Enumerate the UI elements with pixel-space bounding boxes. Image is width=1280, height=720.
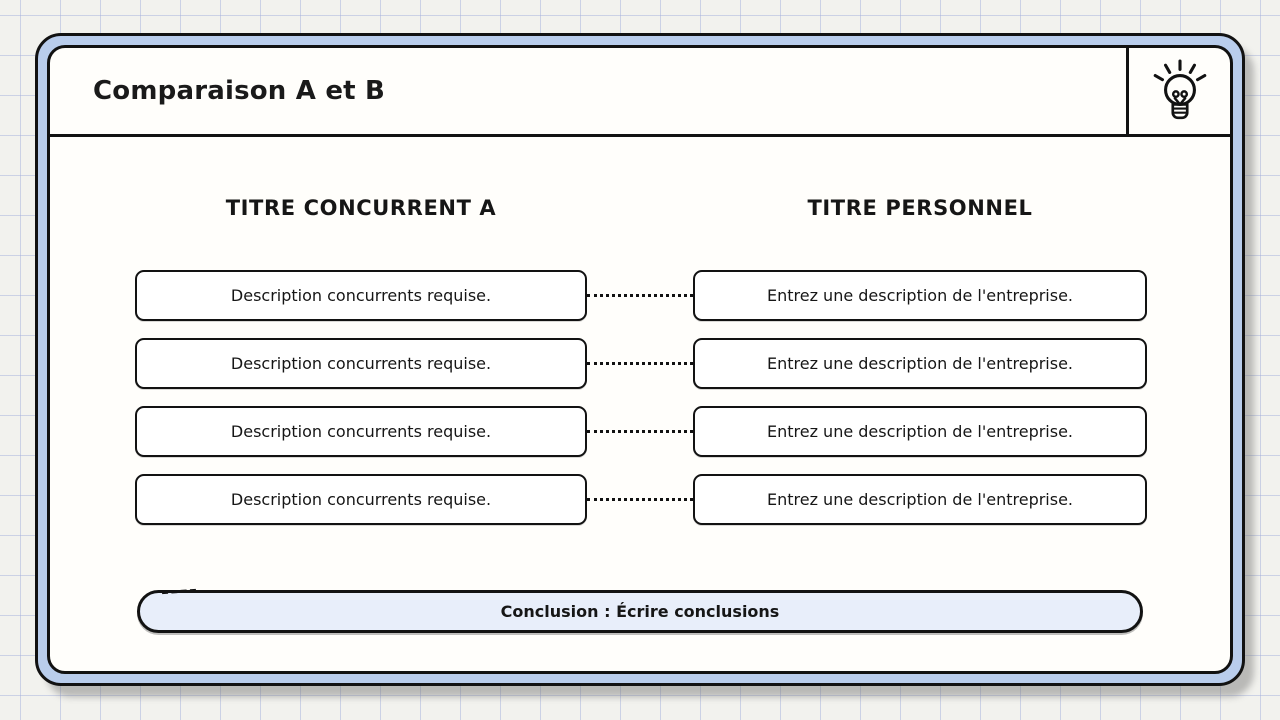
- dotted-connector: [587, 430, 693, 433]
- lightbulb-icon: [1147, 58, 1213, 124]
- dotted-connector: [587, 362, 693, 365]
- sketch-dash: [162, 589, 196, 594]
- conclusion-pill[interactable]: [137, 590, 1143, 633]
- comparison-rows: [135, 270, 1147, 542]
- conclusion-label: Conclusion : Écrire conclusions: [500, 602, 780, 621]
- icon-cell[interactable]: [1126, 48, 1230, 134]
- competitor-description-box[interactable]: Description concurrents requise.: [135, 474, 587, 525]
- comparison-row: [135, 474, 1147, 525]
- comparison-card: [47, 45, 1233, 674]
- dotted-connector: [587, 498, 693, 501]
- competitor-description-box[interactable]: Description concurrents requise.: [135, 338, 587, 389]
- comparison-card-frame: [35, 33, 1245, 686]
- card-body: [50, 137, 1230, 671]
- page-title: Comparaison A et B: [93, 76, 386, 106]
- personal-description-box[interactable]: Entrez une description de l'entreprise.: [693, 406, 1147, 457]
- column-title-competitor: TITRE CONCURRENT A: [225, 196, 497, 220]
- competitor-description-box[interactable]: Description concurrents requise.: [135, 270, 587, 321]
- title-cell: [50, 48, 1126, 134]
- comparison-row: [135, 338, 1147, 389]
- dotted-connector: [587, 294, 693, 297]
- personal-description-box[interactable]: Entrez une description de l'entreprise.: [693, 270, 1147, 321]
- column-title-personal: TITRE PERSONNEL: [807, 196, 1033, 220]
- comparison-row: [135, 406, 1147, 457]
- card-header: [50, 48, 1230, 137]
- personal-description-box[interactable]: Entrez une description de l'entreprise.: [693, 474, 1147, 525]
- competitor-description-box[interactable]: Description concurrents requise.: [135, 406, 587, 457]
- personal-description-box[interactable]: Entrez une description de l'entreprise.: [693, 338, 1147, 389]
- comparison-row: [135, 270, 1147, 321]
